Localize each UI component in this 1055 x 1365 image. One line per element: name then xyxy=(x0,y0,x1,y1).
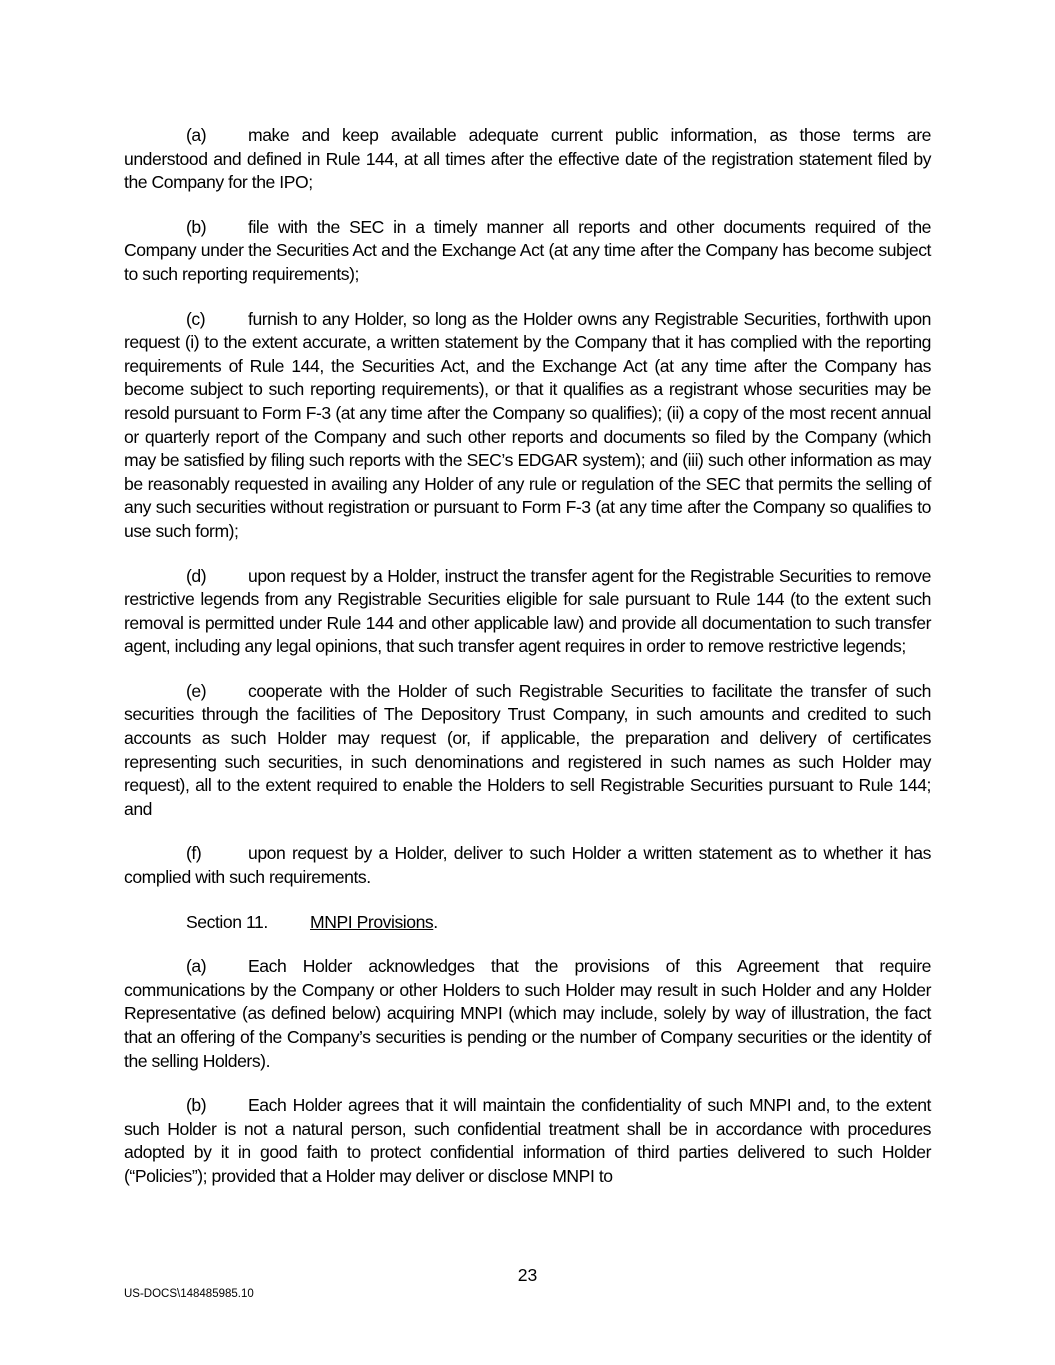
clause-c xyxy=(124,308,931,544)
page-number: 23 xyxy=(517,1265,538,1285)
section-clause-a xyxy=(124,955,931,1073)
clause-text: file with the SEC in a timely manner all reports and other documents required of the Company under the Securities Act and the Exchange Act (at any time after the Company has become subject to such reporting requirements); xyxy=(124,216,931,284)
clause-f xyxy=(124,842,931,889)
clause-text: cooperate with the Holder of such Registrable Securities to facilitate the transfer of such securities through the facilities of The Depository Trust Company, in such amounts and credited to such accounts as such Holder may request (or, if applicable, the preparation and delivery of certificates representing such securities, in such denominations and registered in such names as such Holder may request), all to the extent required to enable the Holders to sell Registrable Securities pursuant to Rule 144; and xyxy=(124,680,931,819)
section-number: Section 11. xyxy=(186,911,268,932)
document-body xyxy=(124,124,931,1210)
clause-label: (b) xyxy=(186,1095,207,1116)
section-title-suffix: . xyxy=(433,911,438,932)
clause-text: upon request by a Holder, instruct the transfer agent for the Registrable Securities to remove restrictive legends from any Registrable Securities eligible for sale pursuant to Rule 144 (to the extent such removal is permitted under Rule 144 and other applicable law) and provide all documentation to such transfer agent, including any legal opinions, that such transfer agent requires in order to remove restrictive legends; xyxy=(124,565,931,657)
section-title: MNPI Provisions xyxy=(310,911,434,932)
clause-label: (a) xyxy=(186,125,207,145)
clause-label: (f) xyxy=(186,843,202,864)
clause-label: (c) xyxy=(186,308,206,329)
section-clause-b xyxy=(124,1094,931,1188)
clause-text: upon request by a Holder, deliver to such Holder a written statement as to whether it has complied with such requirements. xyxy=(124,843,931,888)
clause-text: furnish to any Holder, so long as the Holder owns any Registrable Securities, forthwith upon request (i) to the extent accurate, a written statement by the Company that it has complied with the reporting requirements of Rule 144, the Securities Act, and the Exchange Act (at any time after the Company has become subject to such reporting requirements), or that it qualifies as a registrant whose securities may be resold pursuant to Form F-3 (at any time after the Company so qualifies); (ii) a copy of the most recent annual or quarterly report of the Company and such other reports and documents so filed by the Company (which may be satisfied by filing such reports with the SEC’s EDGAR system); and (iii) such other information as may be reasonably requested in availing any Holder of any rule or regulation of the SEC that permits the selling of any such securities without registration or pursuant to Form F-3 (at any time after the Company so qualifies to use such form); xyxy=(124,308,931,541)
clause-label: (b) xyxy=(186,216,207,237)
section-heading xyxy=(124,911,931,935)
clause-label: (a) xyxy=(186,956,207,977)
clause-d xyxy=(124,565,931,659)
clause-b xyxy=(124,216,931,287)
clause-a xyxy=(124,124,931,195)
clause-text: Each Holder acknowledges that the provisions of this Agreement that require communications by the Company or other Holders to such Holder may result in such Holder and any Holder Representative (as defined below) acquiring MNPI (which may include, solely by way of illustration, the fact that an offering of the Company’s securities is pending or the number of Company securities or the identity of the selling Holders). xyxy=(124,956,931,1071)
clause-label: (d) xyxy=(186,565,207,586)
clause-text: Each Holder agrees that it will maintain the confidentiality of such MNPI and, to the extent such Holder is not a natural person, such confidential treatment shall be in accordance with procedures adopted by it in good faith to protect confidential information of third parties delivered to such Holder (“Policies”); provided that a Holder may deliver or disclose MNPI to xyxy=(124,1095,931,1186)
clause-label: (e) xyxy=(186,680,207,701)
document-id: US-DOCS\148485985.10 xyxy=(124,1288,254,1300)
clause-e xyxy=(124,680,931,822)
clause-text: make and keep available adequate current public information, as those terms are understood and defined in Rule 144, at all times after the effective date of the registration statement filed by the Company for the IPO; xyxy=(124,125,931,193)
